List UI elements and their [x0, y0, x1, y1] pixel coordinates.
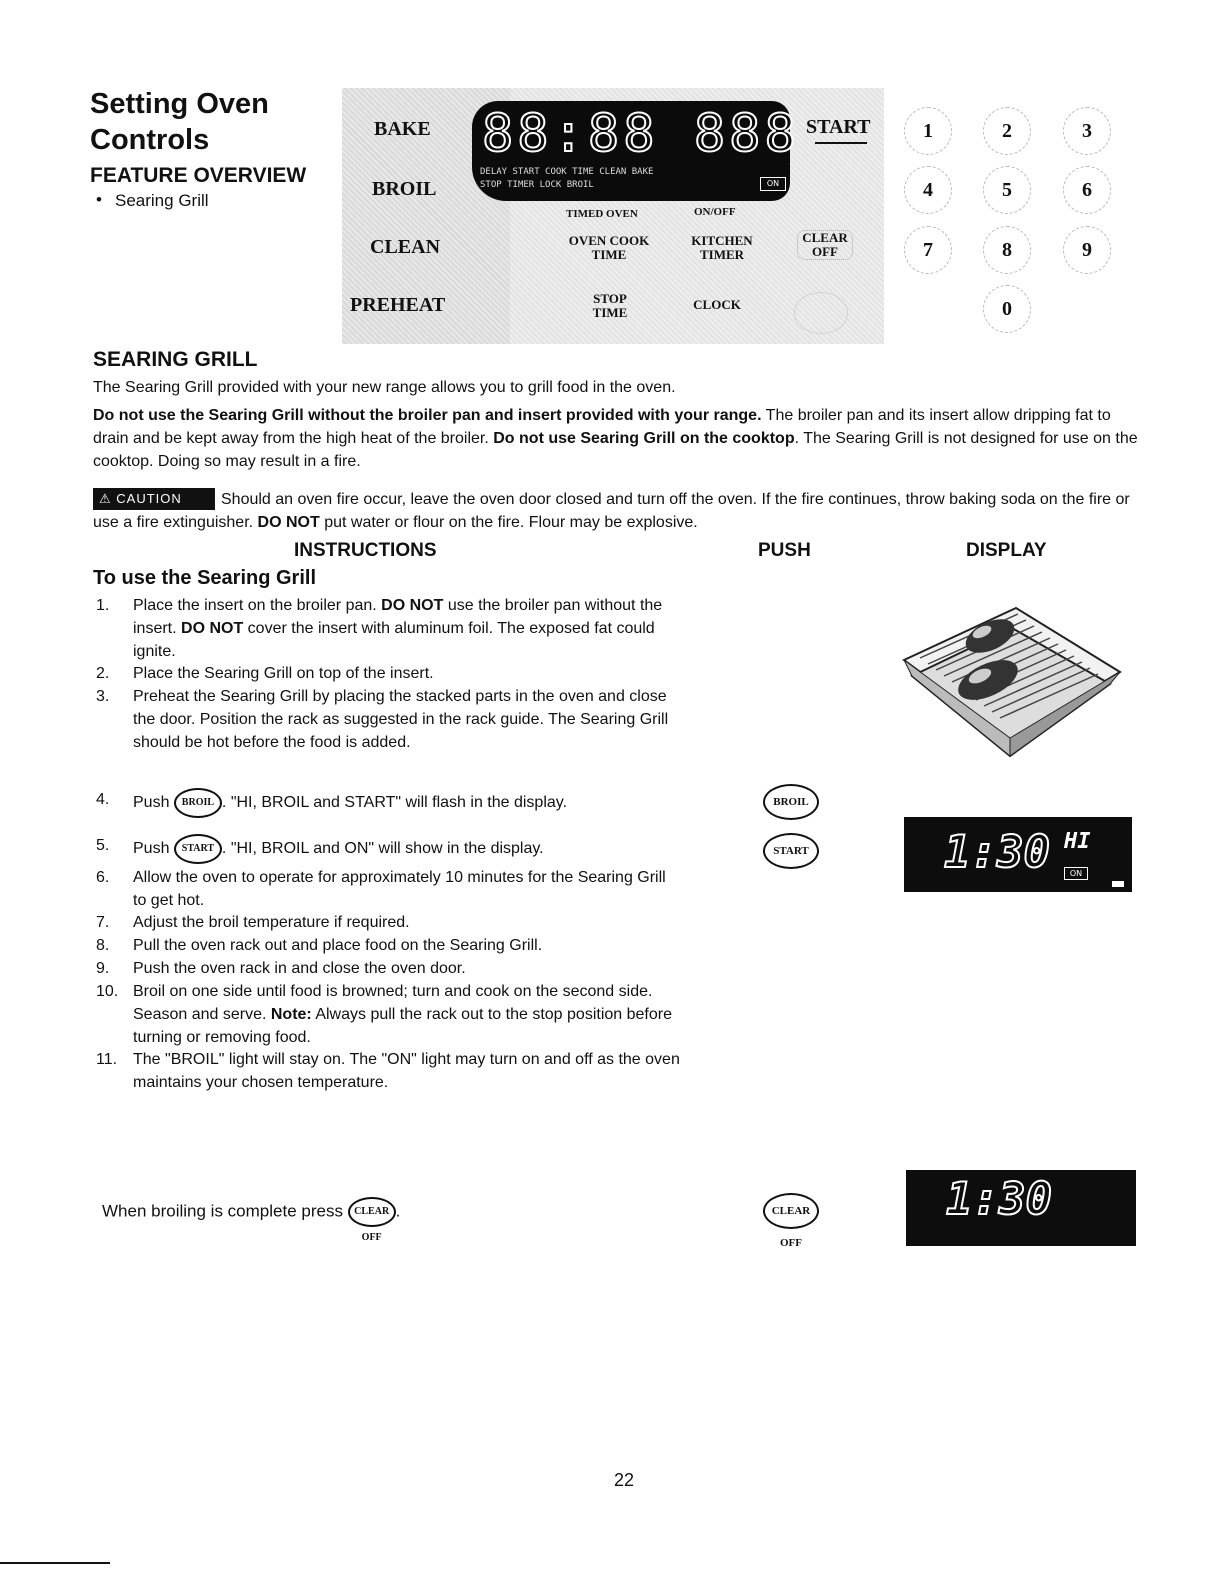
searing-grill-icon — [898, 588, 1124, 768]
display-broil-hi — [904, 817, 1132, 892]
keypad-9[interactable]: 9 — [1063, 226, 1111, 274]
step-8-number: 8. — [96, 937, 110, 954]
instruction-step-9 — [96, 957, 676, 980]
kitchen-timer-button[interactable] — [686, 234, 758, 262]
title-line-1: Setting Oven — [90, 88, 269, 120]
clock-button[interactable]: CLOCK — [693, 297, 741, 312]
preheat-button[interactable]: PREHEAT — [350, 294, 446, 316]
step-4-post: . "HI, BROIL and START" will flash in the display. — [221, 794, 568, 812]
stop-time-label-2: TIME — [592, 305, 628, 320]
lcd-clean: CLEAN — [599, 167, 627, 177]
searing-grill-heading: SEARING GRILL — [93, 348, 258, 371]
lcd-on-indicator: ON — [760, 177, 786, 191]
lcd-start: START — [512, 167, 540, 177]
final-instruction — [102, 1197, 401, 1243]
display-1-hi: HI — [1064, 829, 1091, 854]
lcd-timer: TIMER — [507, 180, 535, 190]
searing-intro: The Searing Grill provided with your new range allows you to grill food in the oven. — [93, 379, 676, 396]
lcd-label-row1 — [480, 167, 653, 177]
title-line-2: Controls — [90, 124, 210, 156]
step-9-number: 9. — [96, 960, 110, 977]
instruction-step-3 — [96, 685, 676, 754]
instruction-step-11 — [96, 1048, 686, 1094]
step-5-pre: Push — [133, 840, 174, 858]
keypad-8[interactable]: 8 — [983, 226, 1031, 274]
kitchen-timer-label-2: TIMER — [699, 247, 745, 262]
step-3-number: 3. — [96, 688, 110, 705]
step-5-number: 5. — [96, 837, 110, 854]
caution-text — [93, 488, 1138, 534]
stop-time-button[interactable] — [585, 292, 635, 320]
instruction-step-4 — [96, 788, 696, 818]
start-button[interactable]: START — [806, 116, 871, 138]
stop-time-label-1: STOP — [593, 291, 627, 306]
step-11-text: The "BROIL" light will stay on. The "ON" light may turn on and off as the oven maintains your chosen temperature. — [133, 1051, 680, 1091]
warning-bold-2: Do not use Searing Grill on the cooktop — [493, 430, 795, 447]
oven-cook-time-label-1: OVEN COOK — [568, 233, 650, 248]
start-key-icon: START — [174, 834, 222, 864]
lcd-stop: STOP — [480, 180, 502, 190]
clear-off-button[interactable] — [797, 230, 853, 260]
display-1-on-indicator: ON — [1064, 867, 1088, 880]
keypad-3[interactable]: 3 — [1063, 107, 1111, 155]
kitchen-timer-label-1: KITCHEN — [691, 233, 753, 248]
searing-grill-illustration — [898, 588, 1124, 772]
bake-button[interactable]: BAKE — [374, 118, 431, 140]
push-column-header: PUSH — [758, 540, 811, 561]
step-9-text: Push the oven rack in and close the oven door. — [133, 960, 466, 977]
feature-bullet: • — [96, 190, 102, 209]
step-3-text: Preheat the Searing Grill by placing the stacked parts in the oven and close the door. Position the rack as suggested in the rack guide. The Searing Grill should be hot before the food is added. — [133, 688, 669, 751]
caution-text-2: put water or flour on the fire. Flour may be explosive. — [319, 514, 698, 531]
display-2-time: 1:30 — [946, 1174, 1052, 1225]
on-off-label: ON/OFF — [694, 206, 736, 218]
keypad-7[interactable]: 7 — [904, 226, 952, 274]
caution-badge-label: CAUTION — [116, 491, 182, 506]
lcd-digits: 88:88 888 — [482, 104, 800, 164]
caution-alert-icon: ⚠ — [99, 491, 117, 506]
timed-oven-label: TIMED OVEN — [566, 208, 638, 220]
clear-off-label-1: CLEAR — [802, 230, 848, 245]
step-5-post: . "HI, BROIL and ON" will show in the display. — [221, 840, 544, 858]
display-column-header: DISPLAY — [966, 540, 1047, 561]
warning-bold-1: Do not use the Searing Grill without the broiler pan and insert provided with your range. — [93, 407, 762, 424]
instruction-step-7 — [96, 911, 676, 934]
broil-key-icon: BROIL — [174, 788, 222, 818]
step-10-text-a: Broil on one side until food is browned; turn and cook on the second side. Season and serve. — [133, 983, 653, 1023]
lcd-bake: BAKE — [631, 167, 654, 177]
step-6-number: 6. — [96, 869, 110, 886]
final-instruction-pre: When broiling is complete press — [102, 1201, 348, 1221]
step-10-text-c: Always pull the rack out to the stop position before turning or removing food. — [133, 1006, 672, 1046]
step-7-number: 7. — [96, 914, 110, 931]
display-time-only — [906, 1170, 1136, 1246]
step-11-number: 11. — [96, 1051, 118, 1068]
feature-item: Searing Grill — [115, 191, 209, 210]
start-underline — [815, 142, 867, 144]
lcd-label-row2 — [480, 180, 594, 190]
searing-warning — [93, 404, 1138, 473]
broil-button[interactable]: BROIL — [372, 178, 437, 200]
step-10-bold-note: Note: — [270, 1006, 312, 1023]
step-8-text: Pull the oven rack out and place food on the Searing Grill. — [133, 937, 543, 954]
oven-cook-time-label-2: TIME — [591, 247, 627, 262]
step-1-bold-d: DO NOT — [181, 620, 244, 637]
feature-overview-heading: FEATURE OVERVIEW — [90, 164, 307, 187]
blank-panel-button[interactable] — [794, 292, 848, 334]
warning-text-2: . The Searing Grill is not designed for use on the cooktop. Doing so may result in a fire. — [93, 430, 1138, 470]
step-1-bold-b: DO NOT — [381, 597, 444, 614]
keypad-1[interactable]: 1 — [904, 107, 952, 155]
clean-button[interactable]: CLEAN — [370, 236, 441, 258]
step-10-number: 10. — [96, 983, 119, 1000]
keypad-2[interactable]: 2 — [983, 107, 1031, 155]
step-7-text: Adjust the broil temperature if required. — [133, 914, 410, 931]
instructions-subheading: To use the Searing Grill — [93, 567, 317, 589]
instruction-step-10 — [96, 980, 686, 1049]
step-1-text-a: Place the insert on the broiler pan. — [133, 597, 382, 614]
oven-cook-time-button[interactable] — [567, 234, 651, 262]
final-instruction-post: . — [395, 1201, 401, 1221]
instruction-step-2 — [96, 662, 676, 685]
clear-off-key-icon: CLEAR OFF — [348, 1197, 396, 1227]
display-1-time: 1:30 — [944, 827, 1050, 878]
page-title — [90, 86, 320, 158]
lcd-delay: DELAY — [480, 167, 508, 177]
step-2-text: Place the Searing Grill on top of the insert. — [133, 665, 434, 682]
keypad-0[interactable]: 0 — [983, 285, 1031, 333]
instructions-column-header: INSTRUCTIONS — [294, 540, 437, 561]
clear-off-label-2: OFF — [812, 244, 838, 259]
step-1-text-c: use the broiler pan without the insert. — [133, 597, 663, 637]
lcd-broil: BROIL — [566, 180, 594, 190]
caution-bold: DO NOT — [257, 514, 320, 531]
caution-text-1: Should an oven fire occur, leave the oven door closed and turn off the oven. If the fire continues, throw baking soda on the fire or use a fire extinguisher. — [93, 491, 1130, 531]
keypad-6[interactable]: 6 — [1063, 166, 1111, 214]
instruction-step-8 — [96, 934, 676, 957]
push-clear-off-icon: CLEAR OFF — [763, 1193, 819, 1229]
push-broil-icon: BROIL — [763, 784, 819, 820]
instruction-step-6 — [96, 866, 676, 912]
warning-text-1: The broiler pan and its insert allow dripping fat to drain and be kept away from the high heat of the broiler. — [93, 407, 1111, 447]
display-1-broil-indicator — [1112, 881, 1124, 887]
lcd-lock: LOCK — [539, 180, 562, 190]
keypad-5[interactable]: 5 — [983, 166, 1031, 214]
push-start-icon: START — [763, 833, 819, 869]
step-2-number: 2. — [96, 665, 110, 682]
keypad-4[interactable]: 4 — [904, 166, 952, 214]
page-number: 22 — [614, 1470, 635, 1490]
step-4-pre: Push — [133, 794, 174, 812]
bottom-rule — [0, 1562, 110, 1564]
instruction-step-1 — [96, 594, 676, 663]
instruction-step-5 — [96, 834, 696, 864]
step-1-number: 1. — [96, 597, 110, 614]
step-1-text-e: cover the insert with aluminum foil. The exposed fat could ignite. — [133, 620, 655, 660]
step-4-number: 4. — [96, 791, 110, 808]
lcd-cook-time: COOK TIME — [545, 167, 594, 177]
step-6-text: Allow the oven to operate for approximately 10 minutes for the Searing Grill to get hot. — [133, 869, 666, 909]
